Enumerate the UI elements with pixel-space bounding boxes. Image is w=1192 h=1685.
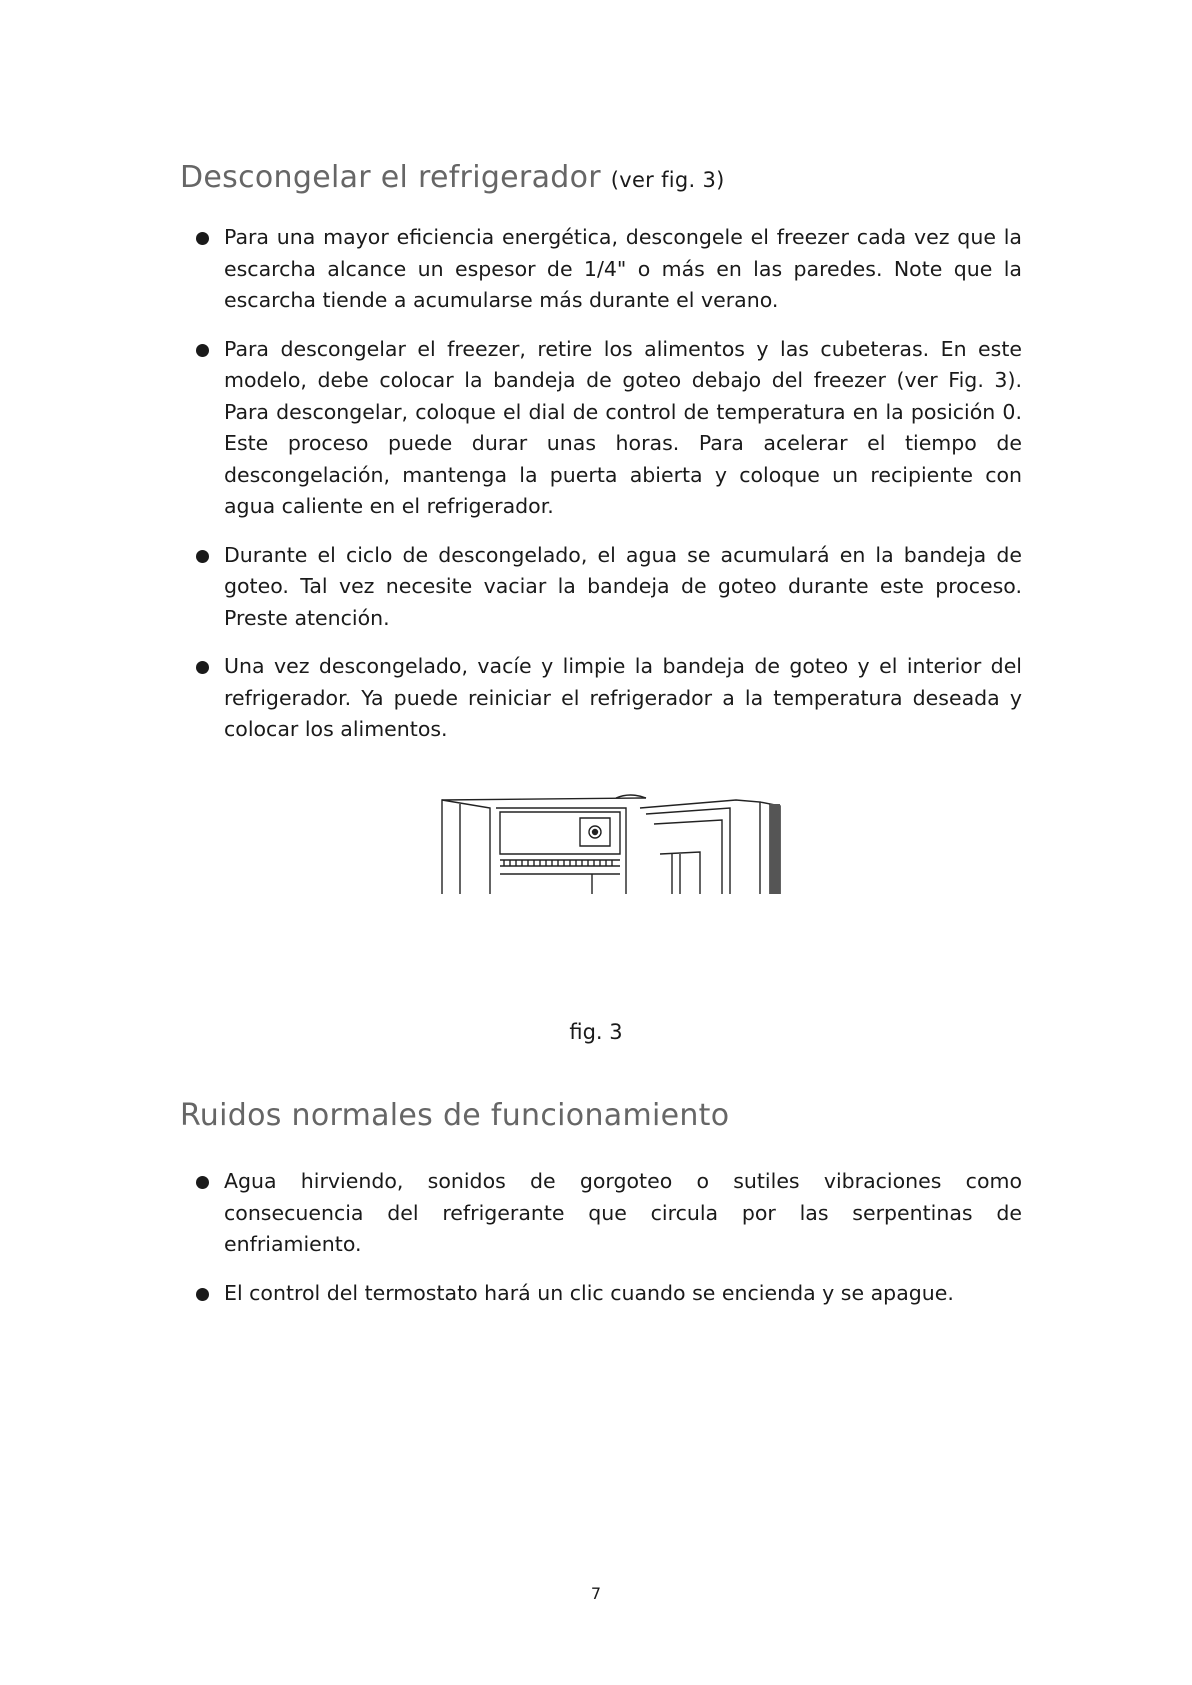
noises-bullet-list (196, 1166, 1022, 1326)
list-item-text: Para descongelar el freezer, retire los alimentos y las cubeteras. En este modelo, debe colocar la bandeja de goteo debajo del freezer (ver Fig. 3). Para descongelar, coloque el dial de control de temperatura en la posición 0. Este proceso puede durar unas horas. Para acelerar el tiempo de descongelación, mantenga la puerta abierta y coloque un recipiente con agua caliente en el refrigerador. (224, 336, 1022, 518)
section-heading-noises (180, 1098, 729, 1133)
list-item-text: Una vez descongelado, vacíe y limpie la bandeja de goteo y el interior del refrigerador. Ya puede reiniciar el refrigerador a la temperatura deseada y colocar los alimentos. (224, 654, 1022, 741)
list-item-text: Agua hirviendo, sonidos de gorgoteo o sutiles vibraciones como consecuencia del refrigerante que circula por las serpentinas de enfriamiento. (224, 1169, 1022, 1256)
list-item-text: El control del termostato hará un clic cuando se encienda y se apague. (224, 1280, 954, 1305)
bullet-icon (196, 1176, 209, 1189)
list-item-text: Para una mayor eficiencia energética, descongele el freezer cada vez que la escarcha alcance un espesor de 1/4" o más en las paredes. Note que la escarcha tiende a acumularse más durante el verano. (224, 225, 1022, 312)
section-title-note: (ver fig. 3) (610, 168, 725, 192)
refrigerator-illustration (440, 794, 784, 894)
list-item (196, 1166, 1022, 1261)
bullet-icon (196, 550, 209, 563)
defrost-bullet-list (196, 222, 1022, 763)
list-item (196, 651, 1022, 746)
list-item (196, 334, 1022, 523)
list-item (196, 540, 1022, 635)
list-item (196, 222, 1022, 317)
bullet-icon (196, 344, 209, 357)
figure-caption: fig. 3 (569, 1020, 623, 1044)
list-item (196, 1278, 1022, 1310)
list-item-text: Durante el ciclo de descongelado, el agua se acumulará en la bandeja de goteo. Tal vez necesite vaciar la bandeja de goteo durante este proceso. Preste atención. (224, 542, 1022, 630)
section-title: Ruidos normales de funcionamiento (180, 1098, 730, 1133)
section-title: Descongelar el refrigerador (180, 160, 601, 195)
page-number: 7 (590, 1584, 602, 1603)
bullet-icon (196, 1288, 209, 1301)
bullet-icon (196, 661, 209, 674)
section-heading-defrost (180, 160, 725, 195)
bullet-icon (196, 232, 209, 245)
